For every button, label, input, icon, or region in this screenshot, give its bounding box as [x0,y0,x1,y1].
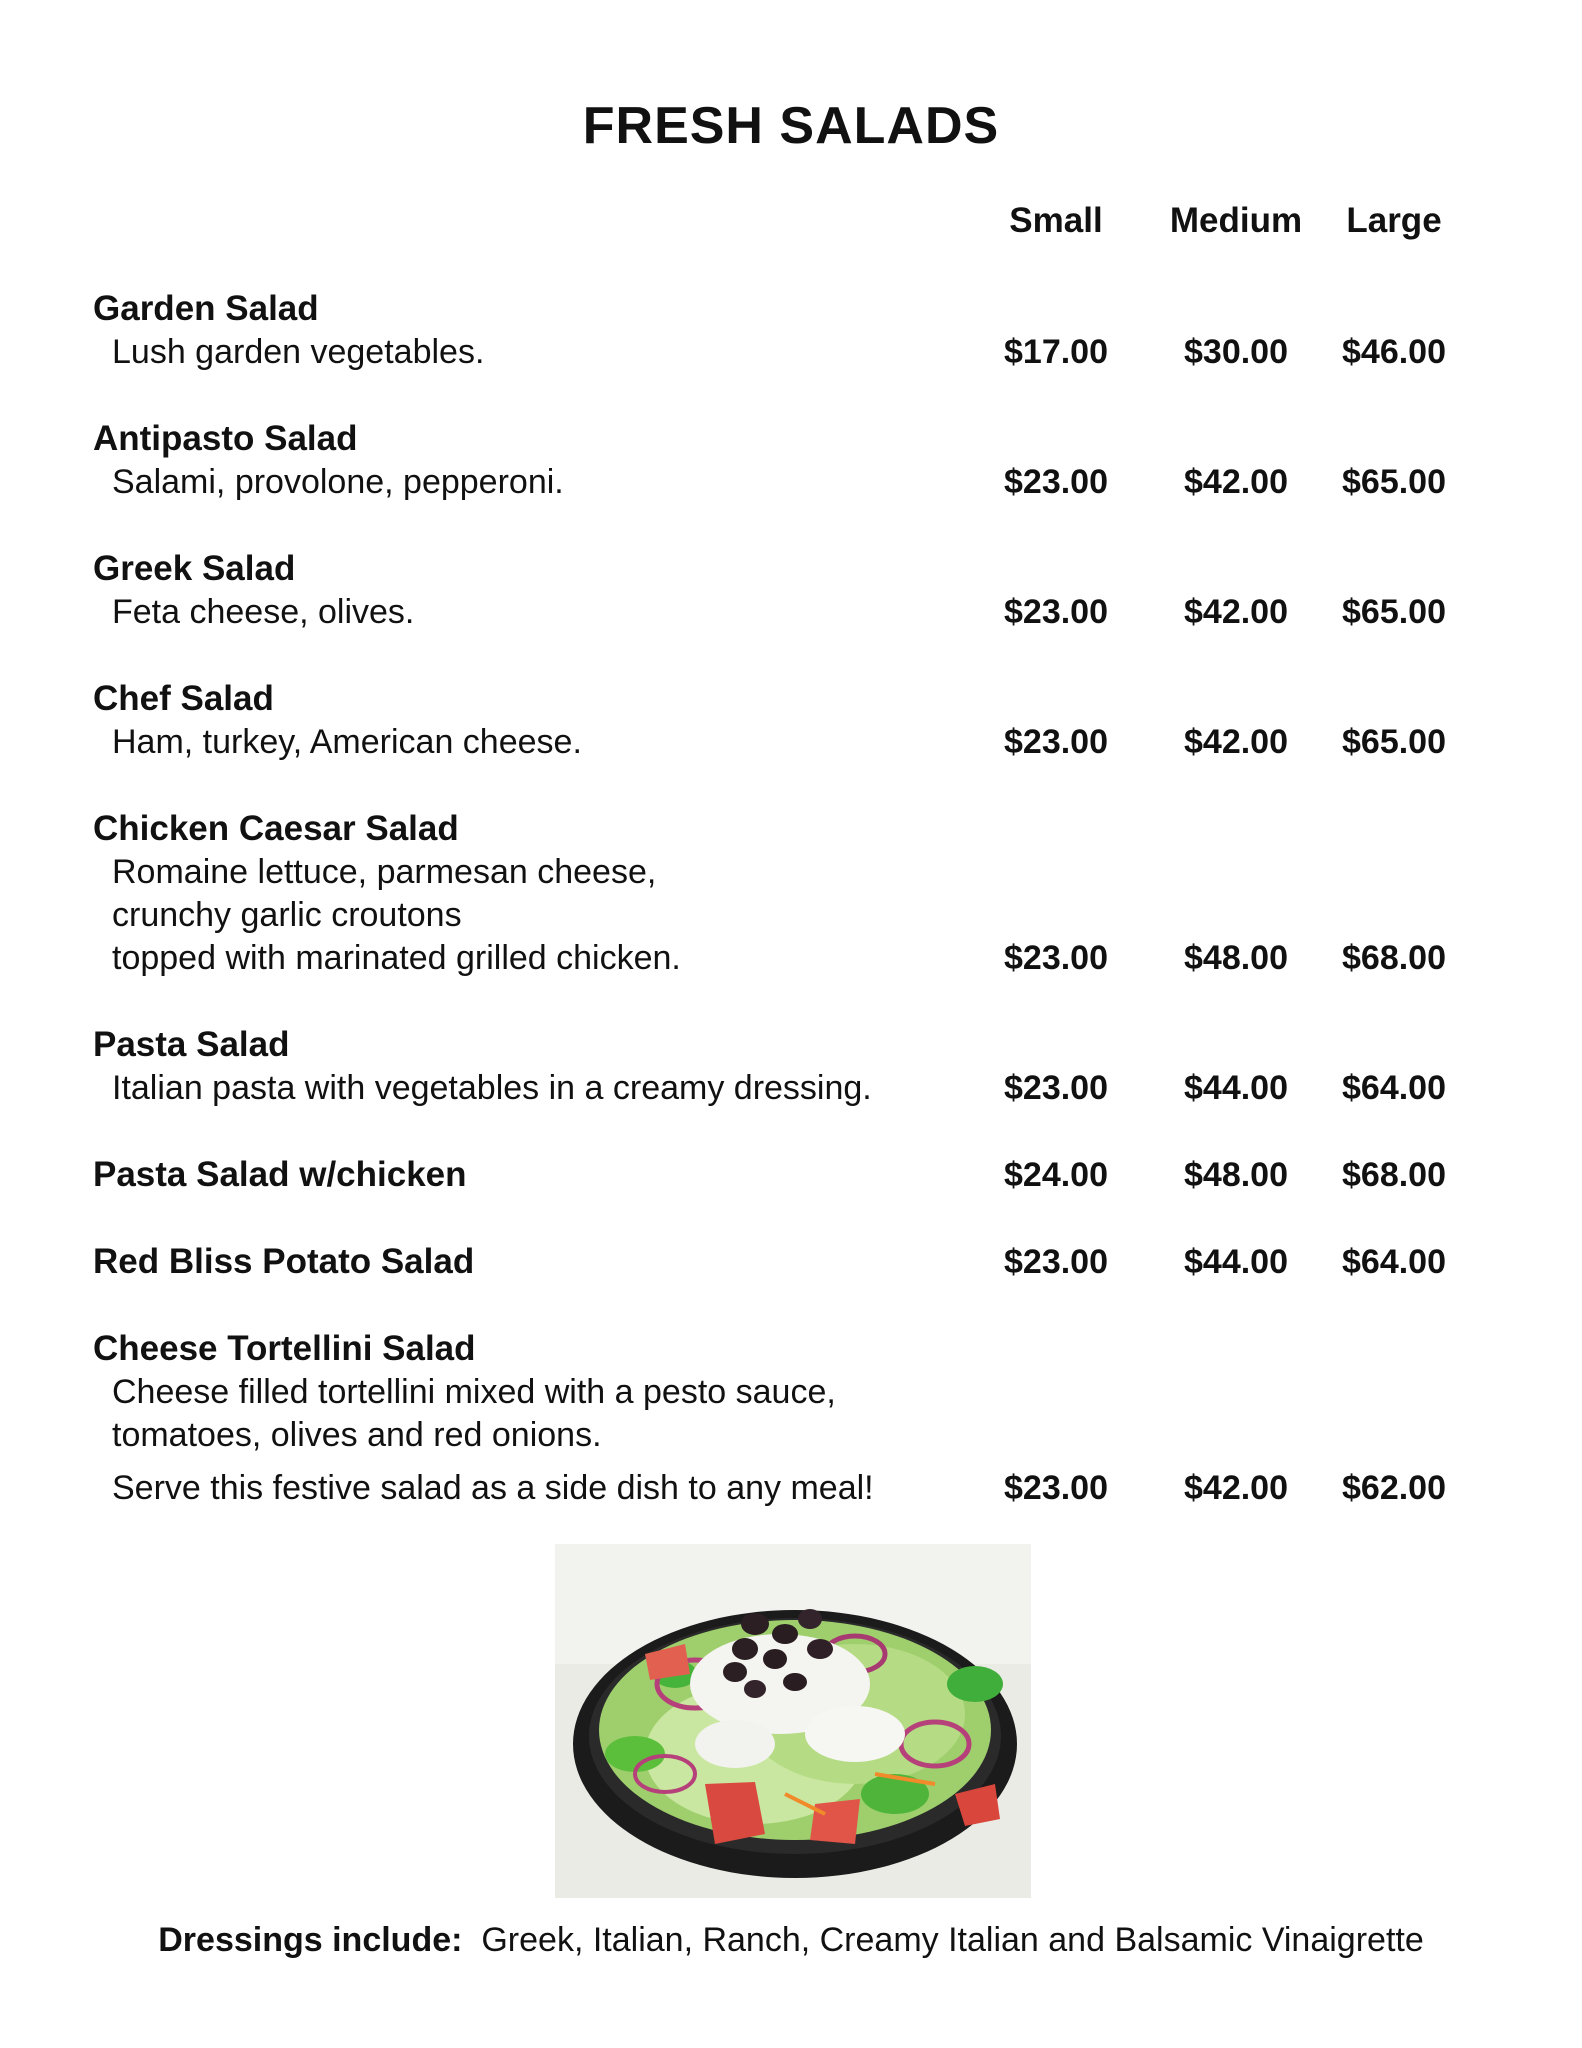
price-medium: $42.00 [1184,1469,1288,1507]
price-small: $23.00 [1004,463,1108,501]
item-description: Serve this festive salad as a side dish to any meal! [112,1469,874,1507]
item-name: Greek Salad [93,549,296,588]
dressings-list: Greek, Italian, Ranch, Creamy Italian and Balsamic Vinaigrette [481,1921,1424,1959]
price-small: $17.00 [1004,333,1108,371]
item-name: Garden Salad [93,289,319,328]
item-description: tomatoes, olives and red onions. [112,1416,602,1454]
price-large: $62.00 [1342,1469,1446,1507]
price-medium: $42.00 [1184,723,1288,761]
item-description: Lush garden vegetables. [112,333,485,371]
size-header-medium: Medium [1169,201,1303,240]
item-name: Antipasto Salad [93,419,358,458]
price-large: $68.00 [1342,939,1446,977]
item-description: crunchy garlic croutons [112,896,462,934]
price-large: $65.00 [1342,463,1446,501]
item-description: Romaine lettuce, parmesan cheese, [112,853,657,891]
item-description: topped with marinated grilled chicken. [112,939,681,977]
item-description: Ham, turkey, American cheese. [112,723,582,761]
price-small: $23.00 [1004,1469,1108,1507]
page-title: FRESH SALADS [582,97,1000,155]
price-medium: $48.00 [1184,939,1288,977]
price-large: $64.00 [1342,1069,1446,1107]
item-description: Feta cheese, olives. [112,593,415,631]
price-large: $68.00 [1342,1156,1446,1194]
size-header-large: Large [1346,201,1442,240]
item-name: Pasta Salad [93,1025,290,1064]
item-name: Red Bliss Potato Salad [93,1242,475,1281]
salad-photo [555,1544,1031,1898]
item-name: Chicken Caesar Salad [93,809,459,848]
dressings-note [0,1918,1582,1962]
price-small: $23.00 [1004,723,1108,761]
price-small: $23.00 [1004,939,1108,977]
item-description: Cheese filled tortellini mixed with a pesto sauce, [112,1373,836,1411]
item-name: Chef Salad [93,679,274,718]
price-large: $46.00 [1342,333,1446,371]
item-name: Cheese Tortellini Salad [93,1329,476,1368]
price-medium: $42.00 [1184,463,1288,501]
price-medium: $44.00 [1184,1243,1288,1281]
price-small: $23.00 [1004,1243,1108,1281]
size-header-small: Small [1009,201,1103,240]
price-small: $23.00 [1004,593,1108,631]
item-description: Italian pasta with vegetables in a creamy dressing. [112,1069,872,1107]
price-medium: $42.00 [1184,593,1288,631]
item-description: Salami, provolone, pepperoni. [112,463,564,501]
item-name: Pasta Salad w/chicken [93,1155,467,1194]
price-large: $65.00 [1342,593,1446,631]
price-medium: $44.00 [1184,1069,1288,1107]
price-small: $24.00 [1004,1156,1108,1194]
price-large: $65.00 [1342,723,1446,761]
price-small: $23.00 [1004,1069,1108,1107]
price-medium: $30.00 [1184,333,1288,371]
price-medium: $48.00 [1184,1156,1288,1194]
price-large: $64.00 [1342,1243,1446,1281]
dressings-label: Dressings include: [158,1921,463,1959]
